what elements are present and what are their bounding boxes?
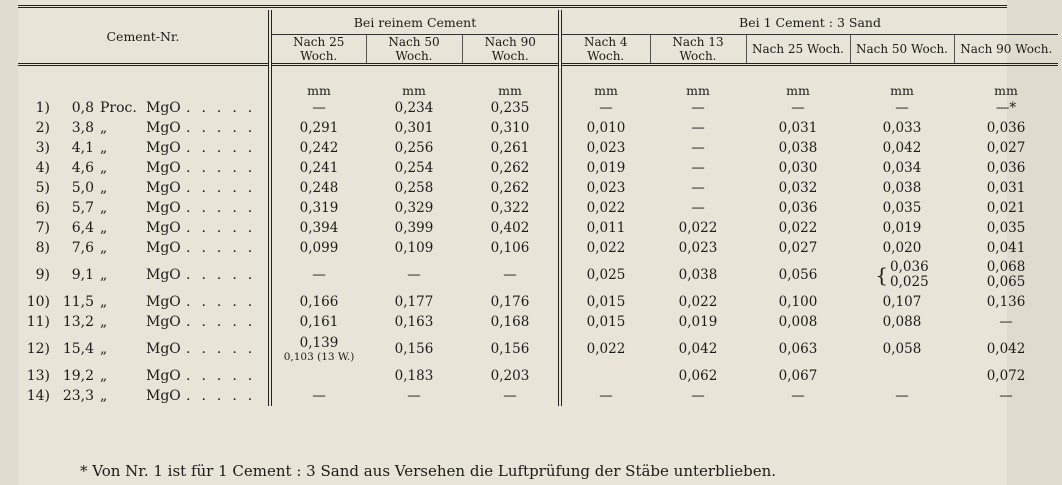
table-cell: 0,394: [270, 218, 366, 238]
mgo-percent: 4,1: [71, 140, 94, 156]
table-row: [18, 138, 1058, 158]
table-row: [18, 118, 1058, 138]
table-cell-split: [954, 258, 1058, 292]
table-cell-split: [850, 258, 954, 292]
header-sand-50: Nach 50 Woch.: [850, 35, 954, 65]
table-cell: —: [691, 160, 705, 176]
leader-dots: .....: [186, 341, 264, 357]
row-number: 9): [35, 267, 50, 283]
table-cell: 0,027: [778, 240, 818, 256]
unit-label: mm: [686, 83, 710, 98]
leader-dots: .....: [186, 240, 264, 256]
unit-mark: „: [100, 368, 108, 384]
unit-mark: „: [100, 388, 108, 404]
units-row: [18, 72, 1058, 98]
mgo-percent: 0,8: [71, 100, 94, 116]
mgo-label: MgO: [146, 200, 181, 216]
leader-dots: .....: [186, 100, 264, 116]
cell-value: 0,068: [986, 259, 1026, 275]
table-cell: 0,058: [882, 341, 922, 357]
table-cell: [560, 366, 650, 386]
table-row: [18, 198, 1058, 218]
table-row: [18, 158, 1058, 178]
table-cell: 0,021: [986, 200, 1026, 216]
table-cell: 0,019: [678, 314, 718, 330]
mgo-percent: 3,8: [71, 120, 94, 136]
mgo-percent: 15,4: [62, 341, 94, 357]
leader-dots: .....: [186, 200, 264, 216]
table-cell: 0,161: [270, 312, 366, 332]
leader-dots: .....: [186, 314, 264, 330]
row-label: [18, 158, 270, 178]
cell-value: 0,065: [986, 274, 1026, 290]
row-number: 13): [26, 368, 50, 384]
table-cell: 0,019: [882, 220, 922, 236]
table-cell: 0,030: [778, 160, 818, 176]
unit-mark: „: [100, 180, 108, 196]
table-cell: 0,258: [394, 180, 434, 196]
table-cell: [270, 366, 366, 386]
row-label: [18, 292, 270, 312]
mgo-label: MgO: [146, 140, 181, 156]
table-row: [18, 98, 1058, 118]
mgo-label: MgO: [146, 341, 181, 357]
table-cell: 0,011: [560, 218, 650, 238]
row-label: [18, 258, 270, 292]
table-cell: 0,234: [394, 100, 434, 116]
mgo-percent: 5,7: [71, 200, 94, 216]
header-pure-25: Nach 25 Woch.: [270, 35, 366, 65]
mgo-percent: 9,1: [71, 267, 94, 283]
table-cell: —: [407, 267, 421, 283]
table-cell: —: [895, 100, 909, 116]
table-cell: —: [560, 98, 650, 118]
table-cell: —: [503, 388, 517, 404]
table-cell: 0,168: [490, 314, 530, 330]
row-number: 4): [35, 160, 50, 176]
table-cell: 0,032: [778, 180, 818, 196]
table-cell: —: [270, 258, 366, 292]
table-cell: 0,248: [270, 178, 366, 198]
mgo-label: MgO: [146, 240, 181, 256]
table-cell: 0,310: [490, 120, 530, 136]
row-label: [18, 366, 270, 386]
table-cell: 0,156: [394, 341, 434, 357]
table-cell: [850, 366, 954, 386]
table-cell: —: [691, 388, 705, 404]
table-cell: —: [691, 100, 705, 116]
top-double-rule: [18, 5, 1007, 8]
table-cell: 0,262: [490, 160, 530, 176]
table-cell: 0,022: [778, 220, 818, 236]
table-cell: 0,023: [560, 138, 650, 158]
table-cell: 0,008: [778, 314, 818, 330]
table-cell: 0,099: [270, 238, 366, 258]
table-cell: 0,022: [560, 198, 650, 218]
header-sand-4: Nach 4 Woch.: [560, 35, 650, 65]
table-cell: 0,106: [490, 240, 530, 256]
table-cell: 0,019: [560, 158, 650, 178]
header-sand-13: Nach 13 Woch.: [650, 35, 746, 65]
unit-mark: „: [100, 220, 108, 236]
row-number: 7): [35, 220, 50, 236]
table-cell: 0,256: [394, 140, 434, 156]
table-cell: 0,034: [882, 160, 922, 176]
table-cell: —: [691, 200, 705, 216]
table-cell: 0,072: [986, 368, 1026, 384]
table-cell: —*: [995, 100, 1017, 116]
mgo-label: MgO: [146, 180, 181, 196]
table-cell: —: [999, 314, 1013, 330]
table-cell: 0,038: [678, 267, 718, 283]
table-cell: 0,319: [270, 198, 366, 218]
expansion-table: [18, 10, 1058, 406]
row-number: 3): [35, 140, 50, 156]
mgo-label: MgO: [146, 388, 181, 404]
header-sand-90: Nach 90 Woch.: [954, 35, 1058, 65]
table-cell: 0,203: [490, 368, 530, 384]
table-cell: 0,038: [882, 180, 922, 196]
unit-mark: Proc.: [100, 100, 137, 116]
table-cell: 0,261: [490, 140, 530, 156]
table-cell: 0,063: [778, 341, 818, 357]
table-cell: 0,329: [394, 200, 434, 216]
table-cell: 0,031: [778, 120, 818, 136]
table-row: [18, 366, 1058, 386]
table-cell: 0,107: [882, 294, 922, 310]
table-cell: 0,291: [270, 118, 366, 138]
table-cell: —: [895, 388, 909, 404]
mgo-label: MgO: [146, 120, 181, 136]
table-cell: 0,036: [778, 200, 818, 216]
table-cell: 0,015: [560, 312, 650, 332]
row-number: 11): [26, 314, 50, 330]
row-label: [18, 138, 270, 158]
row-label: [18, 118, 270, 138]
row-label: [18, 238, 270, 258]
leader-dots: .....: [186, 120, 264, 136]
header-pure-90: Nach 90 Woch.: [462, 35, 560, 65]
table-cell: 0,100: [778, 294, 818, 310]
row-number: 5): [35, 180, 50, 196]
table-row: [18, 332, 1058, 366]
table-cell: 0,010: [560, 118, 650, 138]
unit-label: mm: [560, 72, 650, 98]
table-cell: 0,023: [678, 240, 718, 256]
table-cell: 0,042: [678, 341, 718, 357]
table-cell: 0,036: [986, 120, 1026, 136]
table-cell: —: [691, 120, 705, 136]
row-label: [18, 332, 270, 366]
mgo-label: MgO: [146, 294, 181, 310]
unit-mark: „: [100, 267, 108, 283]
table-cell: 0,038: [778, 140, 818, 156]
table-row: [18, 292, 1058, 312]
leader-dots: .....: [186, 294, 264, 310]
table-cell: 0,242: [270, 138, 366, 158]
table-cell: 0,402: [490, 220, 530, 236]
row-number: 2): [35, 120, 50, 136]
mgo-percent: 4,6: [71, 160, 94, 176]
table-cell: 0,301: [394, 120, 434, 136]
table-cell: —: [791, 100, 805, 116]
leader-dots: .....: [186, 388, 264, 404]
table-cell: 0,031: [986, 180, 1026, 196]
header-pure-50: Nach 50 Woch.: [366, 35, 462, 65]
table-cell: 0,036: [986, 160, 1026, 176]
table-cell: 0,235: [490, 100, 530, 116]
table-cell: 0,156: [490, 341, 530, 357]
mgo-label: MgO: [146, 220, 181, 236]
mgo-label: MgO: [146, 160, 181, 176]
table-cell: —: [503, 267, 517, 283]
table-cell: —: [560, 386, 650, 406]
table-cell: 0,041: [986, 240, 1026, 256]
row-label: [18, 98, 270, 118]
table-cell: 0,022: [678, 220, 718, 236]
header-group-pure: Bei reinem Cement: [270, 10, 560, 35]
mgo-percent: 23,3: [62, 388, 94, 404]
table-row: [18, 218, 1058, 238]
table-cell: 0,136: [986, 294, 1026, 310]
table-cell: —: [407, 388, 421, 404]
leader-dots: .....: [186, 368, 264, 384]
table-cell: 0,056: [778, 267, 818, 283]
table-cell: 0,067: [778, 368, 818, 384]
table-cell: 0,109: [394, 240, 434, 256]
table-row: [18, 178, 1058, 198]
table-cell: 0,022: [560, 332, 650, 366]
table-cell: 0,023: [560, 178, 650, 198]
mgo-percent: 13,2: [62, 314, 94, 330]
table-cell: 0,062: [678, 368, 718, 384]
mgo-label: MgO: [146, 100, 181, 116]
mgo-percent: 19,2: [62, 368, 94, 384]
cell-value: 0,025: [890, 274, 929, 290]
table-cell: 0,022: [678, 294, 718, 310]
table-cell: 0,025: [560, 258, 650, 292]
table-cell: —: [270, 386, 366, 406]
row-label: [18, 386, 270, 406]
table-cell: 0,322: [490, 200, 530, 216]
unit-mark: „: [100, 160, 108, 176]
mgo-label: MgO: [146, 368, 181, 384]
table-cell: 0,262: [490, 180, 530, 196]
cell-note: 0,103 (13 W.): [283, 351, 355, 363]
leader-dots: .....: [186, 267, 264, 283]
table-cell: —: [791, 388, 805, 404]
table-cell: 0,163: [394, 314, 434, 330]
table-cell: 0,033: [882, 120, 922, 136]
leader-dots: .....: [186, 140, 264, 156]
header-group-sand: Bei 1 Cement : 3 Sand: [560, 10, 1058, 35]
row-label: [18, 198, 270, 218]
table-cell: 0,015: [560, 292, 650, 312]
table-row: [18, 238, 1058, 258]
row-label: [18, 218, 270, 238]
header-sand-25: Nach 25 Woch.: [746, 35, 850, 65]
row-number: 10): [26, 294, 50, 310]
table-cell: 0,254: [394, 160, 434, 176]
mgo-percent: 6,4: [71, 220, 94, 236]
row-number: 12): [26, 341, 50, 357]
mgo-percent: 7,6: [71, 240, 94, 256]
unit-mark: „: [100, 240, 108, 256]
row-number: 8): [35, 240, 50, 256]
table-row: [18, 258, 1058, 292]
leader-dots: .....: [186, 160, 264, 176]
row-number: 1): [35, 100, 50, 116]
brace-glyph: {: [875, 263, 889, 287]
unit-mark: „: [100, 120, 108, 136]
row-label: [18, 178, 270, 198]
table-cell: 0,241: [270, 158, 366, 178]
cell-value: 0,036: [890, 259, 929, 275]
cell-value: 0,139: [299, 335, 339, 351]
row-number: 6): [35, 200, 50, 216]
table-cell: —: [691, 180, 705, 196]
table-cell: —: [270, 98, 366, 118]
table-cell: 0,027: [986, 140, 1026, 156]
mgo-label: MgO: [146, 267, 181, 283]
table-cell: 0,035: [882, 200, 922, 216]
unit-label: mm: [498, 83, 522, 98]
unit-label: mm: [994, 83, 1018, 98]
mgo-label: MgO: [146, 314, 181, 330]
leader-dots: .....: [186, 180, 264, 196]
unit-mark: „: [100, 140, 108, 156]
mgo-percent: 5,0: [71, 180, 94, 196]
table-cell: 0,399: [394, 220, 434, 236]
row-label: [18, 312, 270, 332]
unit-label: mm: [890, 83, 914, 98]
unit-mark: „: [100, 200, 108, 216]
table-cell: [270, 332, 366, 366]
table-cell: 0,022: [560, 238, 650, 258]
table-cell: 0,020: [882, 240, 922, 256]
table-cell: 0,177: [394, 294, 434, 310]
table-cell: 0,088: [882, 314, 922, 330]
unit-label: mm: [270, 72, 366, 98]
table-cell: 0,183: [394, 368, 434, 384]
table-row: [18, 312, 1058, 332]
unit-mark: „: [100, 341, 108, 357]
table-cell: 0,176: [490, 294, 530, 310]
table-cell: 0,166: [270, 292, 366, 312]
table-cell: 0,042: [882, 140, 922, 156]
mgo-percent: 11,5: [62, 294, 94, 310]
unit-label: mm: [786, 83, 810, 98]
header-cement-nr: Cement-Nr.: [106, 29, 180, 44]
row-number: 14): [26, 388, 50, 404]
leader-dots: .....: [186, 220, 264, 236]
unit-mark: „: [100, 294, 108, 310]
table-cell: —: [691, 140, 705, 156]
unit-label: mm: [402, 83, 426, 98]
table-row: [18, 386, 1058, 406]
table-cell: 0,042: [986, 341, 1026, 357]
footnote: * Von Nr. 1 ist für 1 Cement : 3 Sand aus Versehen die Luftprüfung der Stäbe unterblieben.: [80, 462, 777, 480]
table-cell: 0,035: [986, 220, 1026, 236]
unit-mark: „: [100, 314, 108, 330]
table-cell: —: [999, 388, 1013, 404]
page-margin-left: [0, 0, 18, 485]
